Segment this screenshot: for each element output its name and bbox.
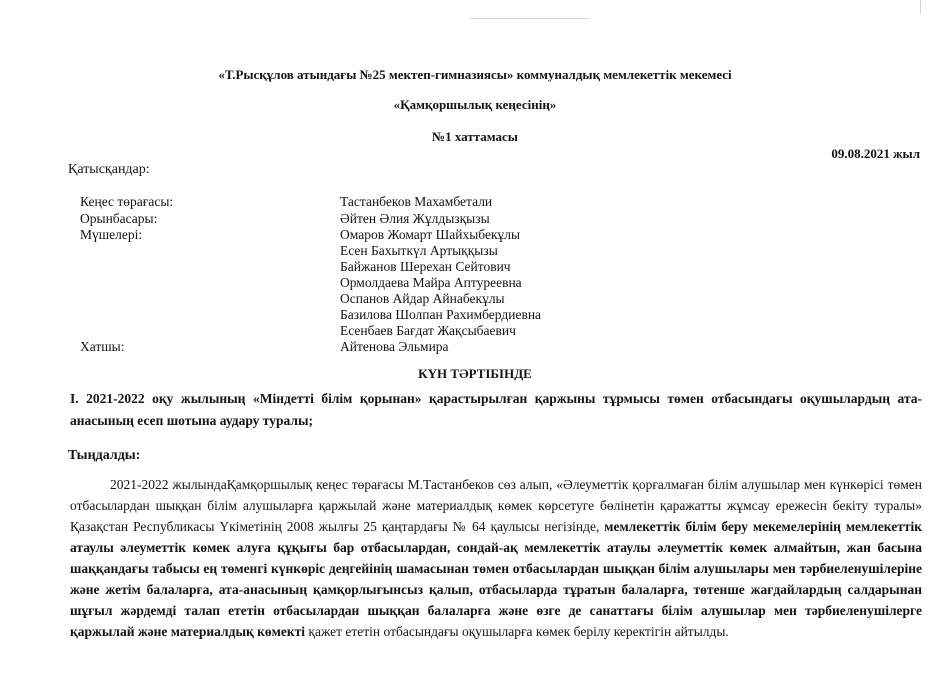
deputy-label: Орынбасары: xyxy=(80,211,158,226)
listened-text-part2: қажет ететін отбасындағы оқушыларға көмек берілу керектігін айтылды. xyxy=(308,624,729,639)
protocol-title: №1 хаттамасы xyxy=(432,129,518,144)
member-name: Ормолдаева Майра Аптуреевна xyxy=(340,275,522,290)
listened-text-bold: мемлекеттік білім беру мекемелерінің мемлекеттік атаулы әлеуметтік көмек алуға құқығы бар отбасылардан, сондай-ақ мемлекеттік атаулы әлеуметтік көмек алмайтын, жан басына шаққандағы табысы ең төменгі күнкөріс деңгейінің шамасынан төмен отбасылардан шыққан білім алушылары мен тәрбиеленушілеріне және жетім балаларға, ата-анасының қамқорлығынсыз қалып, отбасыларда тұратын балаларға, төтенше жағдайлардың салдарынан шұғыл жәрдемді талап ететін отбасылардан шыққан балаларға және өзге де санаттағы білім алушылар мен тәрбиеленушілерге қаржылай және материалдық көмекті xyxy=(70,519,922,639)
agenda-heading: КҮН ТӘРТІБІНДЕ xyxy=(418,366,532,381)
deputy-name: Әйтен Әлия Жұлдызқызы xyxy=(340,211,490,226)
listened-text-part1: 2021-2022 жылындаҚамқоршылық кеңес төрағасы М.Тастанбеков сөз алып, «Әлеуметтік қорғалмаған білім алушылар мен күнкөрісі төмен отбасылардан шыққан білім алушыларға қаржылай және материалдық көмек көрсетуге бөлінетін қаражатты жұмсау ережесін бекіту туралы» Қазақстан Республикасы Үкіметінің 2008 жылғы 25 қаңтардағы № 64 қаулысы негізінде, xyxy=(70,477,922,534)
member-name: Есенбаев Бағдат Жақсыбаевич xyxy=(340,323,516,338)
agenda-item-1: І. 2021-2022 оқу жылының «Міндетті білім қорынан» қарастырылған қаржыны тұрмысы төмен отбасындағы оқушылардың ата-анасының есеп шотына аудару туралы; xyxy=(70,391,922,428)
member-name: Байжанов Шерехан Сейтович xyxy=(340,259,511,274)
scan-artifact xyxy=(920,0,921,14)
member-name: Омаров Жомарт Шайхыбекұлы xyxy=(340,227,521,242)
member-name: Есен Бахыткүл Артыққызы xyxy=(340,243,498,258)
chair-name: Тастанбеков Махамбетали xyxy=(340,194,493,209)
members-label: Мүшелері: xyxy=(80,227,143,242)
scan-artifact xyxy=(470,18,590,19)
chair-label: Кеңес төрағасы: xyxy=(80,194,174,209)
secretary-name: Айтенова Эльмира xyxy=(340,339,449,354)
listened-paragraph xyxy=(70,474,922,642)
council-title: «Қамқоршылық кеңесінің» xyxy=(393,97,557,112)
member-name: Оспанов Айдар Айнабекұлы xyxy=(340,291,505,306)
participants-heading: Қатысқандар: xyxy=(68,162,150,177)
document-date: 09.08.2021 жыл xyxy=(831,146,920,161)
listened-heading: Тыңдалды: xyxy=(68,448,141,463)
institution-title: «Т.Рысқұлов атындағы №25 мектеп-гимназиясы» коммуналдық мемлекеттік мекемесі xyxy=(218,67,732,82)
member-name: Базилова Шолпан Рахимбердиевна xyxy=(340,307,542,322)
secretary-label: Хатшы: xyxy=(80,339,125,354)
